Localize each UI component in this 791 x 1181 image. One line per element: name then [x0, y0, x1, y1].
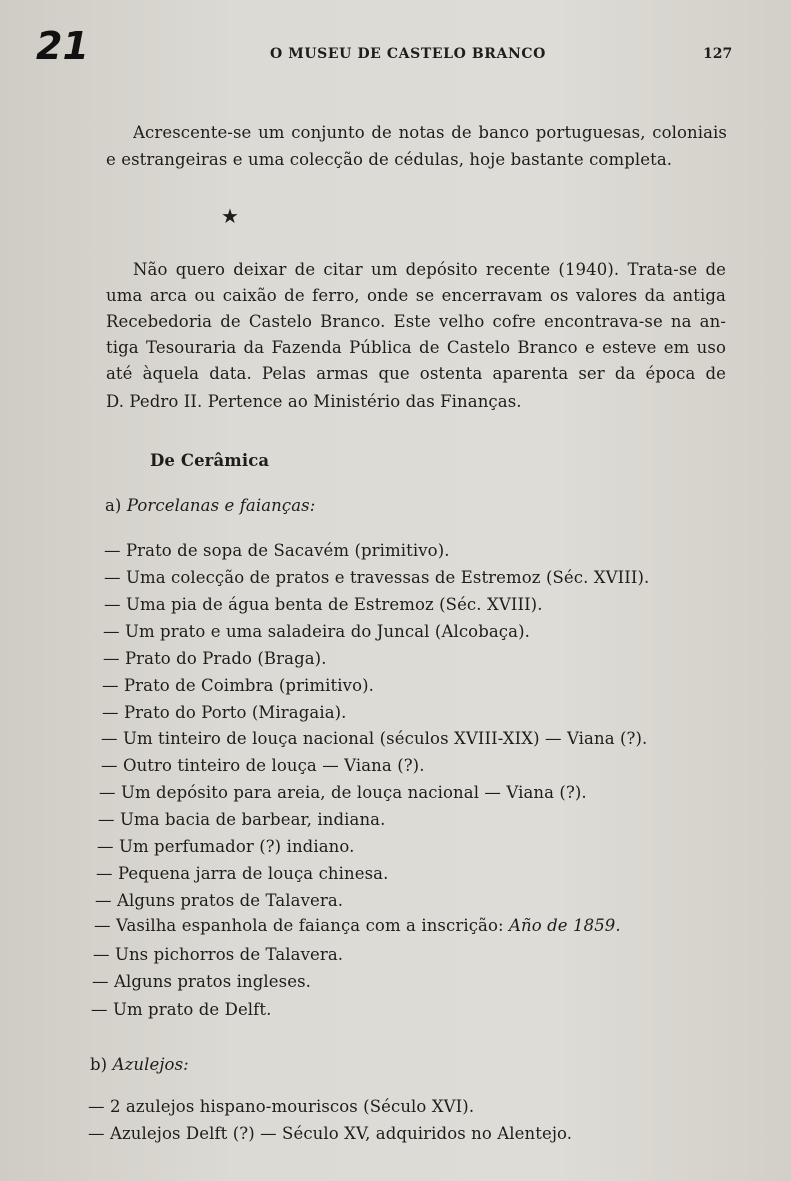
list-item: — 2 azulejos hispano-mouriscos (Século XVI).	[88, 1097, 475, 1116]
list-item: — Pequena jarra de louça chinesa.	[96, 864, 389, 883]
list-item: — Uma bacia de barbear, indiana.	[98, 810, 386, 829]
list-item: — Prato do Porto (Miragaia).	[102, 703, 347, 722]
list-item: — Alguns pratos de Talavera.	[95, 891, 344, 910]
subsection-title: Azulejos:	[112, 1055, 189, 1074]
list-item: — Uma pia de água benta de Estremoz (Séc. XVIII).	[104, 595, 543, 614]
page-number: 127	[703, 46, 733, 62]
subsection-heading-b	[90, 1053, 189, 1077]
handwritten-page-number: 21	[36, 24, 89, 68]
subsection-title: Porcelanas e faianças:	[126, 496, 316, 515]
paragraph-line: e estrangeiras e uma colecção de cédulas, hoje bastante completa.	[106, 150, 673, 169]
list-item: — Um prato de Delft.	[91, 1000, 272, 1019]
list-item: — Um depósito para areia, de louça nacional — Viana (?).	[99, 783, 587, 802]
list-item: — Um perfumador (?) indiano.	[97, 837, 355, 856]
subsection-marker: a)	[105, 496, 122, 515]
paragraph-line: até àquela data. Pelas armas que ostenta aparenta ser da época de	[106, 364, 726, 383]
list-item: — Prato de Coimbra (primitivo).	[102, 676, 374, 695]
list-item: — Alguns pratos ingleses.	[92, 972, 311, 991]
running-title: O MUSEU DE CASTELO BRANCO	[270, 46, 546, 62]
paragraph-line: tiga Tesouraria da Fazenda Pública de Castelo Branco e esteve em uso	[106, 338, 726, 357]
list-item: — Um prato e uma saladeira do Juncal (Alcobaça).	[103, 622, 530, 641]
list-item	[94, 914, 621, 938]
list-item: — Um tinteiro de louça nacional (séculos XVIII-XIX) — Viana (?).	[101, 729, 648, 748]
paragraph-line: Não quero deixar de citar um depósito recente (1940). Trata-se de	[133, 260, 726, 279]
list-item: — Azulejos Delft (?) — Século XV, adquiridos no Alentejo.	[88, 1124, 573, 1143]
list-item-text: — Vasilha espanhola de faiança com a inscrição:	[94, 916, 510, 935]
inscription-text: Año de 1859.	[509, 916, 621, 935]
list-item: — Prato de sopa de Sacavém (primitivo).	[104, 541, 450, 560]
paragraph-line: Recebedoria de Castelo Branco. Este velho cofre encontrava-se na an-	[106, 312, 726, 331]
list-item: — Prato do Prado (Braga).	[103, 649, 327, 668]
paragraph-line: Acrescente-se um conjunto de notas de banco portuguesas, coloniais	[133, 123, 727, 142]
star-separator: ★	[221, 204, 239, 228]
list-item: — Uns pichorros de Talavera.	[93, 945, 344, 964]
list-item: — Uma colecção de pratos e travessas de Estremoz (Séc. XVIII).	[104, 568, 650, 587]
paragraph-line: uma arca ou caixão de ferro, onde se encerravam os valores da antiga	[106, 286, 726, 305]
subsection-heading-a	[105, 494, 315, 518]
subsection-marker: b)	[90, 1055, 108, 1074]
list-item: — Outro tinteiro de louça — Viana (?).	[101, 756, 425, 775]
paragraph-line: D. Pedro II. Pertence ao Ministério das Finanças.	[106, 392, 522, 411]
section-title: De Cerâmica	[150, 451, 270, 470]
